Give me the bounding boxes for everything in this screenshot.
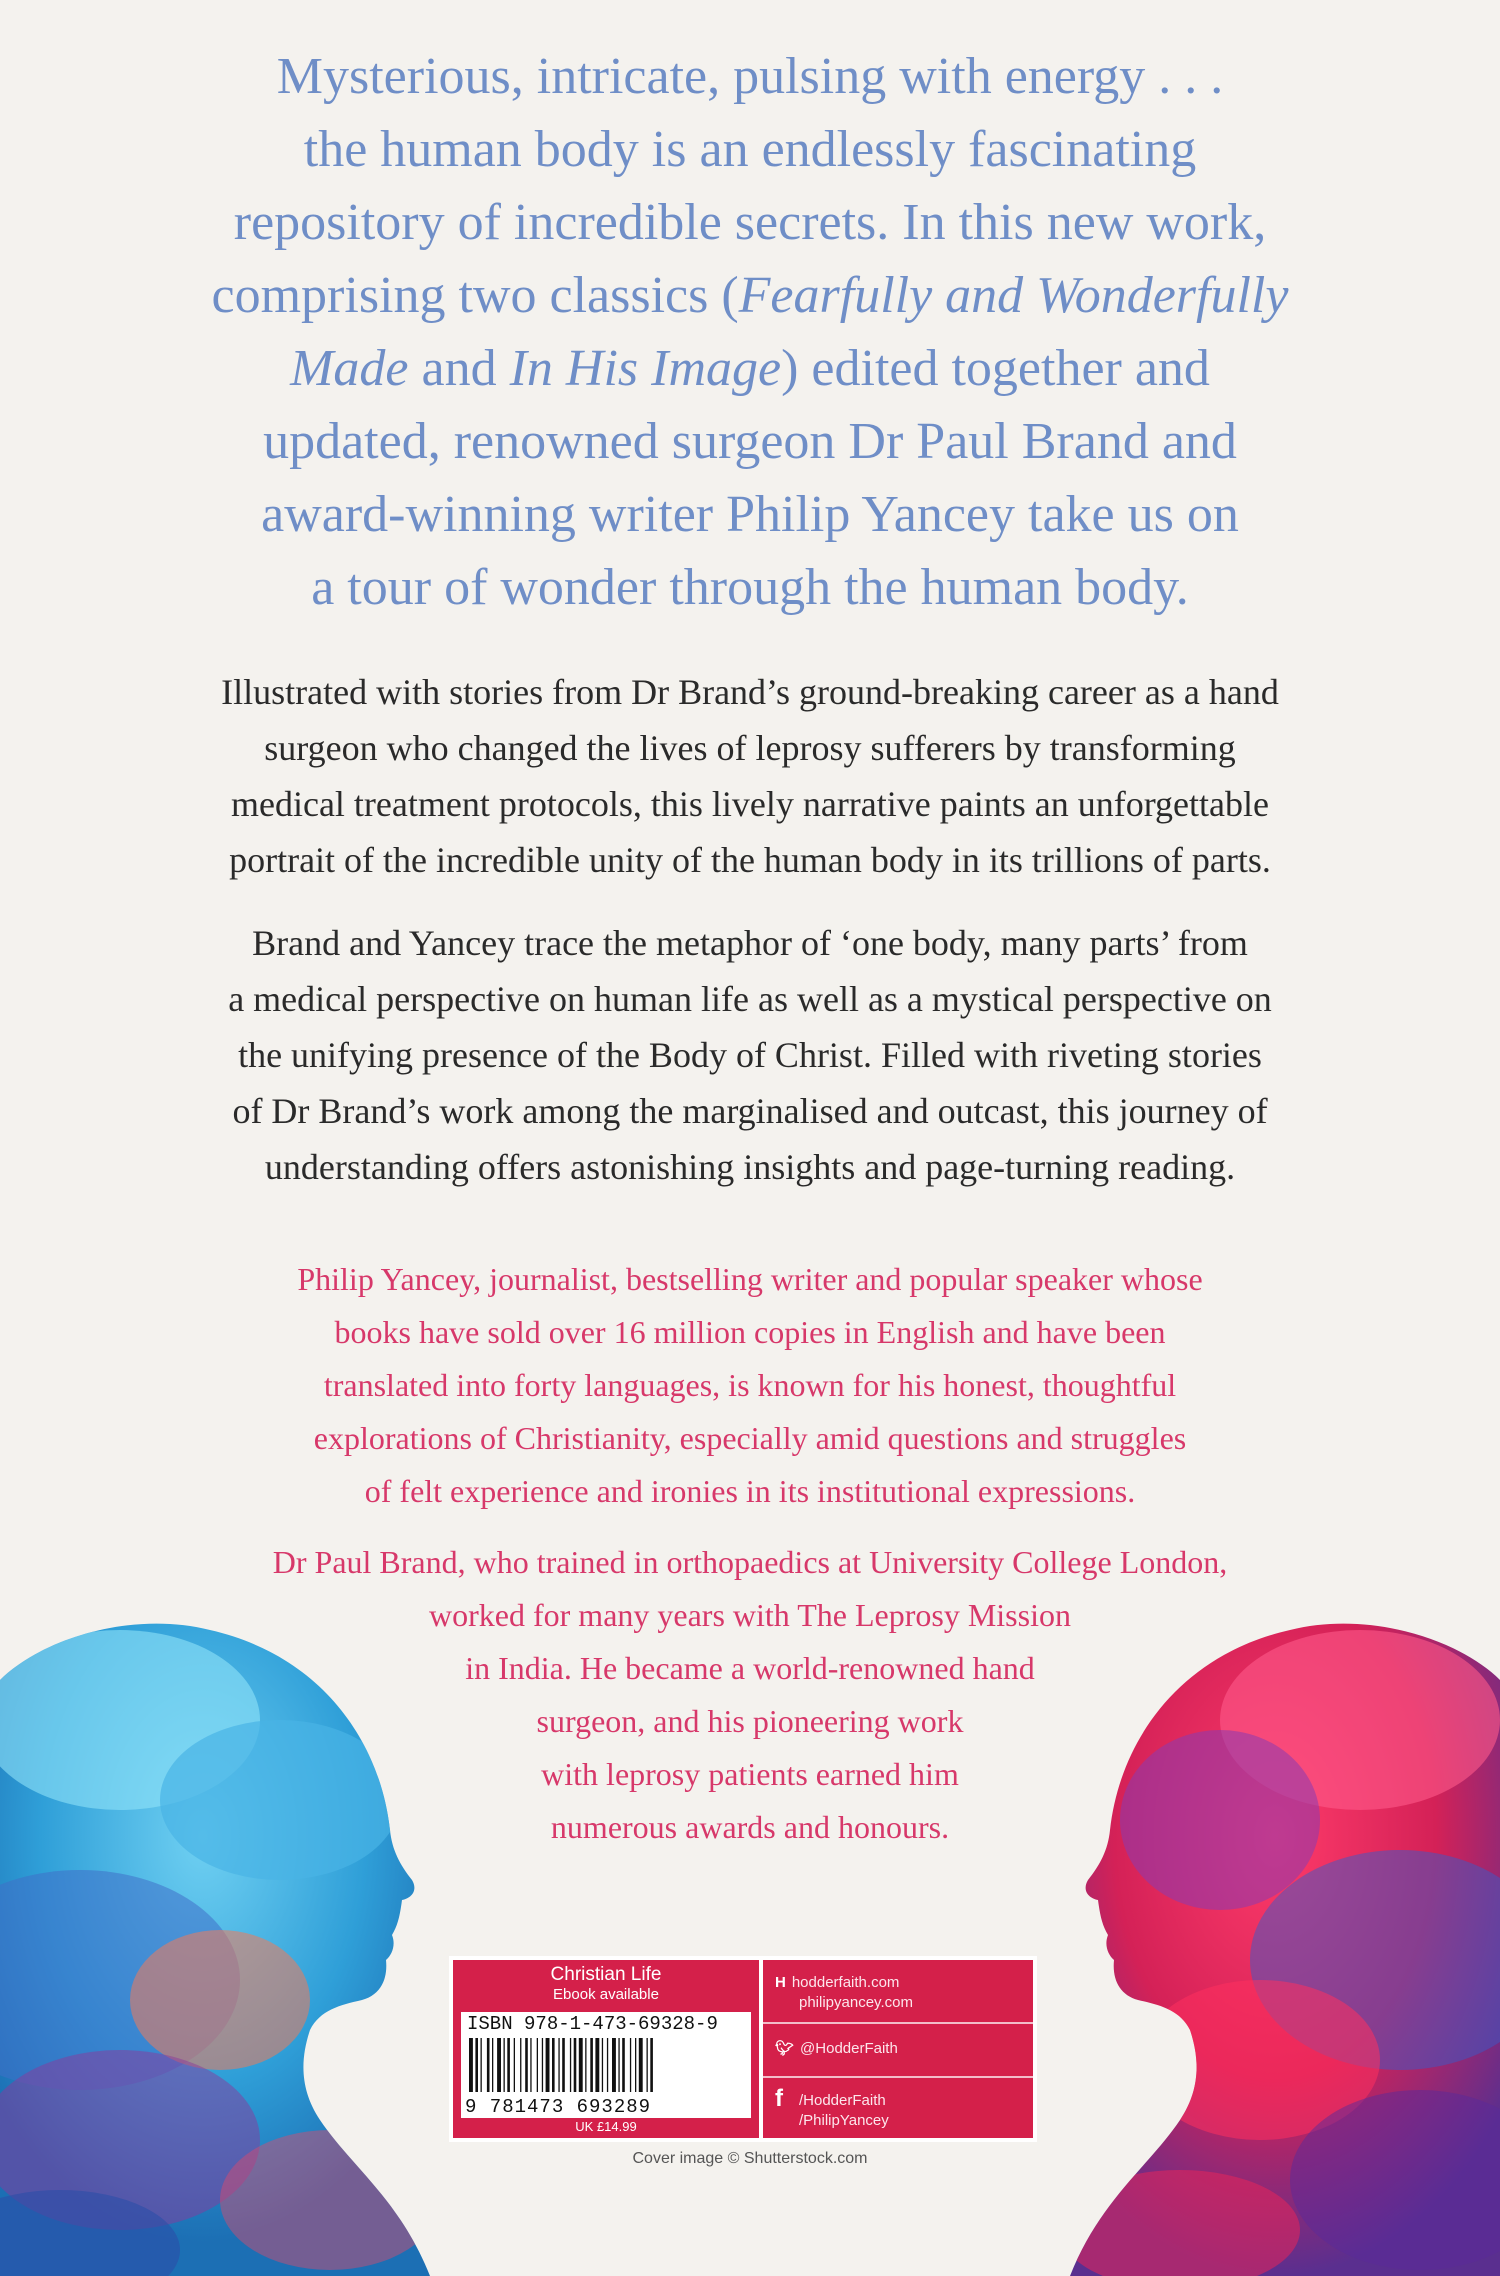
barcode-bar <box>520 2038 521 2092</box>
isbn-box <box>461 2012 751 2118</box>
paragraph-line: of Dr Brand’s work among the marginalised and outcast, this journey of <box>232 1091 1268 1131</box>
barcode-bar <box>558 2038 559 2092</box>
website-link[interactable]: hodderfaith.com <box>791 1974 900 1991</box>
barcode-bar <box>562 2038 565 2092</box>
paragraph-line: medical treatment protocols, this lively narrative paints an unforgettable <box>230 784 1269 824</box>
blurb-line: the human body is an endlessly fascinating <box>303 121 1197 178</box>
barcode-bar <box>492 2038 493 2092</box>
bio-line: surgeon, and his pioneering work <box>536 1703 964 1739</box>
cover-blurb <box>90 40 1410 624</box>
barcode-icon <box>467 2038 737 2094</box>
barcode-bar <box>639 2038 643 2092</box>
paragraph-line: Illustrated with stories from Dr Brand’s ground-breaking career as a hand <box>221 672 1279 712</box>
twitter-handle[interactable]: @HodderFaith <box>800 2040 898 2057</box>
isbn-number: ISBN 978-1-473-69328-9 <box>467 2013 718 2035</box>
barcode-bar <box>552 2038 555 2092</box>
barcode-bar <box>647 2038 648 2092</box>
bio-line: books have sold over 16 million copies in English and have been <box>334 1314 1166 1350</box>
blurb-line: updated, renowned surgeon Dr Paul Brand and <box>263 413 1237 470</box>
paragraph-line: understanding offers astonishing insights and page-turning reading. <box>264 1147 1236 1187</box>
category-label: Christian Life <box>550 1964 662 1985</box>
barcode-bar <box>585 2038 586 2092</box>
blurb-line: a tour of wonder through the human body. <box>311 559 1189 616</box>
barcode-bar <box>487 2038 490 2092</box>
facebook-row <box>775 2085 789 2112</box>
website-row <box>775 1974 899 1992</box>
barcode-bar <box>622 2038 625 2092</box>
barcode-bar <box>618 2038 619 2092</box>
bio-line: translated into forty languages, is known for his honest, thoughtful <box>323 1367 1177 1403</box>
paragraph-line: Brand and Yancey trace the metaphor of ‘one body, many parts’ from <box>252 923 1248 963</box>
blurb-line: comprising two classics (Fearfully and Wonderfully <box>211 267 1289 324</box>
paragraph-line: a medical perspective on human life as well as a mystical perspective on <box>228 979 1272 1019</box>
bio-line: in India. He became a world-renowned hand <box>465 1650 1035 1686</box>
blurb-line: repository of incredible secrets. In this new work, <box>233 194 1267 251</box>
website-row-2 <box>799 1994 913 2012</box>
facebook-icon: f <box>775 2085 783 2112</box>
barcode-panel <box>449 1956 763 2142</box>
facebook-handle-2[interactable]: /PhilipYancey <box>799 2112 889 2129</box>
description-paragraph-1 <box>60 664 1440 888</box>
twitter-bird-icon: 🐦︎ <box>775 2040 795 2057</box>
ebook-label: Ebook available <box>553 1986 659 2003</box>
barcode-bar <box>469 2038 473 2092</box>
barcode-bar <box>595 2038 599 2092</box>
blurb-line: award-winning writer Philip Yancey take us on <box>261 486 1239 543</box>
barcode-bar <box>602 2038 603 2092</box>
barcode-bar <box>579 2038 583 2092</box>
bio-line: explorations of Christianity, especially amid questions and struggles <box>313 1420 1187 1456</box>
bio-line: worked for many years with The Leprosy Mission <box>429 1597 1071 1633</box>
bio-line: Philip Yancey, journalist, bestselling writer and popular speaker whose <box>297 1261 1203 1297</box>
barcode-bar <box>612 2038 616 2092</box>
paragraph-line: the unifying presence of the Body of Christ. Filled with riveting stories <box>238 1035 1262 1075</box>
barcode-bar <box>481 2038 482 2092</box>
paragraph-line: surgeon who changed the lives of leprosy sufferers by transforming <box>264 728 1236 768</box>
bio-line: numerous awards and honours. <box>550 1809 950 1845</box>
barcode-bar <box>537 2038 538 2092</box>
author-bio-brand <box>130 1536 1370 1854</box>
barcode-bar <box>497 2038 501 2092</box>
contact-panel <box>763 1956 1037 2142</box>
author-bio-yancey <box>130 1253 1370 1518</box>
barcode-bar <box>475 2038 478 2092</box>
barcode-bar <box>525 2038 528 2092</box>
hodder-logo-icon: H <box>775 1974 786 1991</box>
barcode-bar <box>650 2038 653 2092</box>
twitter-row <box>775 2040 898 2058</box>
barcode-bar <box>635 2038 636 2092</box>
facebook-handle-1[interactable]: /HodderFaith <box>799 2092 886 2109</box>
barcode-bar <box>574 2038 577 2092</box>
barcode-bar <box>542 2038 543 2092</box>
bio-line: Dr Paul Brand, who trained in orthopaedics at University College London, <box>272 1544 1228 1580</box>
barcode-bar <box>630 2038 631 2092</box>
barcode-bar <box>607 2038 608 2092</box>
divider <box>763 2076 1033 2078</box>
website-link[interactable]: philipyancey.com <box>799 1994 913 2011</box>
price-label: UK £14.99 <box>575 2119 637 2134</box>
blurb-line: Made and In His Image) edited together and <box>290 340 1210 397</box>
barcode-bar <box>507 2038 510 2092</box>
divider <box>763 2022 1033 2024</box>
barcode-bar <box>546 2038 550 2092</box>
blurb-line: Mysterious, intricate, pulsing with energy . . . <box>276 48 1224 105</box>
paragraph-line: portrait of the incredible unity of the human body in its trillions of parts. <box>229 840 1271 880</box>
barcode-bar <box>530 2038 531 2092</box>
bio-line: of felt experience and ironies in its institutional expressions. <box>364 1473 1136 1509</box>
description-paragraph-2 <box>60 915 1440 1195</box>
barcode-bar <box>514 2038 515 2092</box>
cover-image-credit: Cover image © Shutterstock.com <box>632 2150 868 2167</box>
bio-line: with leprosy patients earned him <box>541 1756 959 1792</box>
barcode-bar <box>570 2038 571 2092</box>
barcode-bar <box>504 2038 505 2092</box>
barcode-bar <box>590 2038 593 2092</box>
barcode-digits: 9 781473 693289 <box>465 2096 652 2118</box>
